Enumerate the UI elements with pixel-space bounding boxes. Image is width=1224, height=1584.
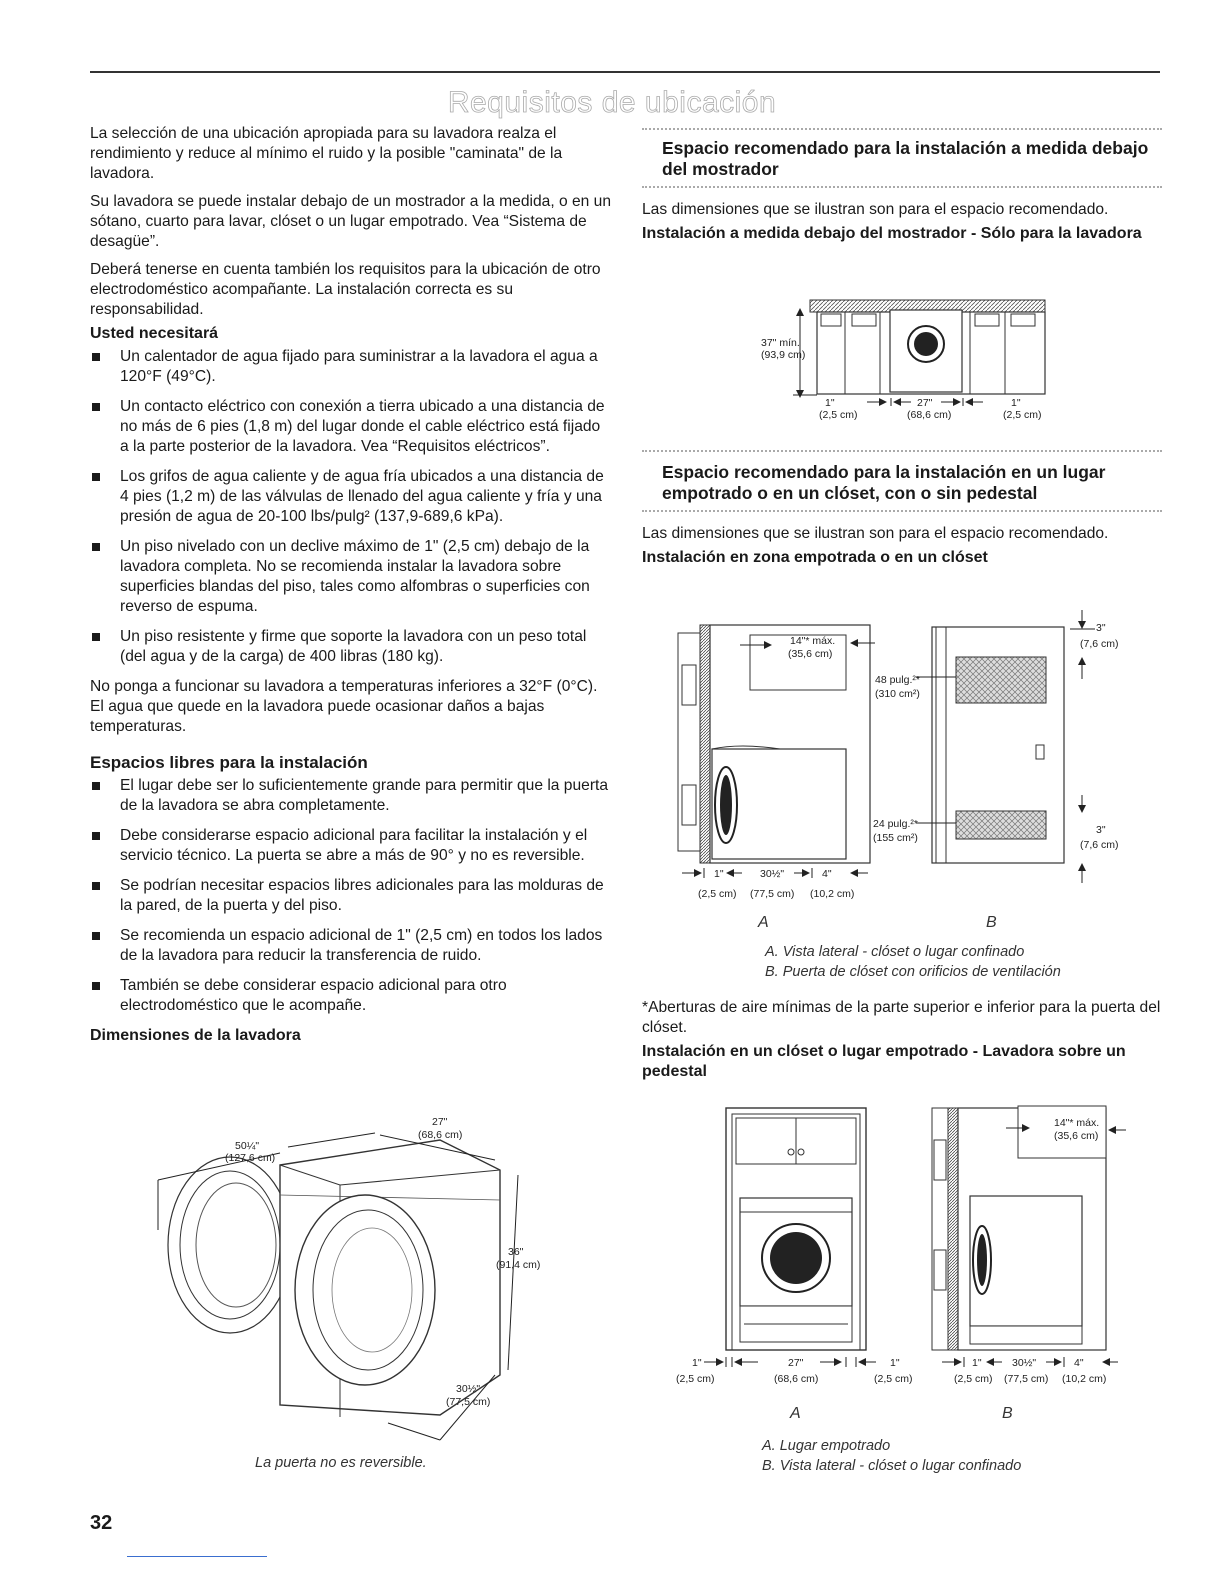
needs-heading: Usted necesitará [90, 325, 219, 342]
top-vent-area-cm: (310 cm²) [875, 688, 920, 700]
rear-gap-inches: 4" [1074, 1357, 1084, 1369]
top-rule [90, 71, 1160, 73]
depth-cm: (127,6 cm) [225, 1152, 276, 1164]
pedestal-subheading: Instalación en un clóset o lugar empotrado - Lavadora sobre un pedestal [642, 1043, 1126, 1080]
right-gap-inches: 1" [1011, 397, 1021, 409]
rear-gap-cm: (10,2 cm) [810, 888, 855, 900]
intro-paragraph-2: Su lavadora se puede instalar debajo de un mostrador a la medida, o en un sótano, cuarto para lavar, clóset o un lugar empotrado. Vea “Sistema de desagüe”. [90, 193, 612, 250]
figure-label-b: B [1002, 1405, 1013, 1422]
section-divider [642, 128, 1162, 130]
washer-width-cm: (68,6 cm) [907, 409, 952, 421]
top-gap-cm: (7,6 cm) [1080, 638, 1119, 650]
needs-list [90, 347, 612, 667]
washer-depth-inches: 30½" [1012, 1357, 1037, 1369]
bottom-vent-area: 24 pulg.²* [873, 818, 918, 830]
shelf-cm: (35,6 cm) [1054, 1130, 1099, 1142]
width-inches: 27" [432, 1116, 448, 1128]
washer-depth-cm: (77,5 cm) [750, 888, 795, 900]
left-gap-cm: (2,5 cm) [819, 409, 858, 421]
top-vent-area: 48 pulg.²* [875, 674, 920, 686]
bottom-vent-area-cm: (155 cm²) [873, 832, 918, 844]
side-cm: (77,5 cm) [446, 1396, 491, 1408]
undercounter-figure [755, 294, 1055, 434]
figure-label-b: B [986, 914, 997, 931]
side-gap-inches: 1" [972, 1357, 982, 1369]
pedestal-caption-b: B. Vista lateral - clóset o lugar confinado [762, 1458, 1022, 1474]
list-item: Un contacto eléctrico con conexión a tierra ubicado a una distancia de no más de 6 pies (1,8 m) del lugar donde el cable eléctrico está fijado a la parte posterior de la lavadora. Vea “Requisitos eléctricos”. [90, 397, 612, 457]
figure-label-a: A [790, 1405, 801, 1422]
closet-caption-b: B. Puerta de clóset con orificios de ventilación [765, 964, 1061, 980]
side-gap-inches: 1" [714, 868, 724, 880]
bottom-gap-inches: 3" [1096, 824, 1106, 836]
footer-rule [127, 1556, 267, 1557]
pedestal-figure [670, 1100, 1130, 1430]
left-column [90, 124, 612, 1049]
right-gap-cm: (2,5 cm) [1003, 409, 1042, 421]
shelf-inches: 14"* máx. [790, 635, 836, 647]
recess-washer-width-inches: 27" [788, 1357, 804, 1369]
section-heading-closet: Espacio recomendado para la instalación en un lugar empotrado o en un clóset, con o sin pedestal [662, 462, 1106, 503]
list-item: Se podrían necesitar espacios libres adicionales para las molduras de la pared, de la puerta y del piso. [90, 876, 612, 916]
intro-paragraph-3: Deberá tenerse en cuenta también los requisitos para la ubicación de otro electrodoméstico acompañante. La instalación correcta es su responsabilidad. [90, 261, 601, 318]
left-gap-inches: 1" [825, 397, 835, 409]
closet-subheading: Instalación en zona empotrada o en un clóset [642, 549, 988, 566]
washer-depth-inches: 30½" [760, 868, 785, 880]
intro-paragraph-1: La selección de una ubicación apropiada para su lavadora realza el rendimiento y reduce al mínimo el ruido y la posible "caminata" de la lavadora. [90, 125, 563, 182]
recess-right-gap-cm: (2,5 cm) [874, 1373, 913, 1385]
undercounter-subheading: Instalación a medida debajo del mostrador - Sólo para la lavadora [642, 225, 1142, 242]
height-inches: 36" [508, 1246, 524, 1258]
rear-gap-inches: 4" [822, 868, 832, 880]
shelf-cm: (35,6 cm) [788, 648, 833, 660]
list-item: Un piso resistente y firme que soporte la lavadora con un peso total (del agua y de la carga) de 400 libras (180 kg). [90, 627, 612, 667]
list-item: Debe considerarse espacio adicional para facilitar la instalación y el servicio técnico. La puerta se abre a más de 90° y no es reversible. [90, 826, 612, 866]
closet-caption-a: A. Vista lateral - clóset o lugar confinado [765, 944, 1025, 960]
list-item: Se recomienda un espacio adicional de 1" (2,5 cm) en todos los lados de la lavadora para reducir la transferencia de ruido. [90, 926, 612, 966]
height-cm: (93,9 cm) [761, 349, 806, 361]
recess-left-gap-inches: 1" [692, 1357, 702, 1369]
list-item: El lugar debe ser lo suficientemente grande para permitir que la puerta de la lavadora se abra completamente. [90, 776, 612, 816]
page-number: 32 [90, 1512, 113, 1534]
undercounter-text: Las dimensiones que se ilustran son para el espacio recomendado. [642, 201, 1109, 218]
section-divider [642, 450, 1162, 452]
washer-dimensions-figure [140, 1105, 600, 1445]
side-gap-cm: (2,5 cm) [954, 1373, 993, 1385]
washer-width-inches: 27" [917, 397, 933, 409]
top-gap-inches: 3" [1096, 622, 1106, 634]
closet-text: Las dimensiones que se ilustran son para el espacio recomendado. [642, 525, 1109, 542]
page-title: Requisitos de ubicación [447, 86, 777, 119]
dimensions-heading: Dimensiones de la lavadora [90, 1027, 301, 1044]
height-inches: 37" mín. [761, 337, 800, 349]
section-divider [642, 186, 1162, 188]
recess-washer-width-cm: (68,6 cm) [774, 1373, 819, 1385]
list-item: Los grifos de agua caliente y de agua fría ubicados a una distancia de 4 pies (1,2 m) de las válvulas de llenado del agua caliente y fría y una presión de agua de 20-100 lbs/pulg² (137,9-689,6 kPa). [90, 467, 612, 527]
right-column [642, 128, 1162, 247]
figure-label-a: A [758, 914, 769, 931]
rear-gap-cm: (10,2 cm) [1062, 1373, 1107, 1385]
bottom-gap-cm: (7,6 cm) [1080, 839, 1119, 851]
clearance-list [90, 776, 612, 1016]
pedestal-caption-a: A. Lugar empotrado [762, 1438, 891, 1454]
width-cm: (68,6 cm) [418, 1129, 463, 1141]
clearance-heading: Espacios libres para la instalación [90, 753, 368, 772]
pedestal-section [642, 998, 1162, 1085]
side-gap-cm: (2,5 cm) [698, 888, 737, 900]
height-cm: (91,4 cm) [496, 1259, 541, 1271]
recess-right-gap-inches: 1" [890, 1357, 900, 1369]
dimensions-caption: La puerta no es reversible. [255, 1455, 427, 1471]
side-inches: 30½" [456, 1383, 481, 1395]
depth-inches: 50¼" [235, 1140, 260, 1152]
shelf-inches: 14"* máx. [1054, 1117, 1100, 1129]
section-divider [642, 510, 1162, 512]
closet-figure [670, 605, 1130, 935]
list-item: Un piso nivelado con un declive máximo de 1" (2,5 cm) debajo de la lavadora completa. No se recomienda instalar la lavadora sobre superficies blandas del piso, tales como alfombras o superficies con reverso de espuma. [90, 537, 612, 617]
footnote: *Aberturas de aire mínimas de la parte superior e inferior para la puerta del clóset. [642, 999, 1161, 1036]
list-item: También se debe considerar espacio adicional para otro electrodoméstico que le acompañe. [90, 976, 612, 1016]
list-item: Un calentador de agua fijado para suministrar a la lavadora el agua a 120°F (49°C). [90, 347, 612, 387]
closet-section [642, 450, 1162, 571]
temperature-note: No ponga a funcionar su lavadora a temperaturas inferiores a 32°F (0°C). El agua que quede en la lavadora puede ocasionar daños a bajas temperaturas. [90, 678, 598, 735]
section-heading-undercounter: Espacio recomendado para la instalación a medida debajo del mostrador [662, 138, 1149, 179]
recess-left-gap-cm: (2,5 cm) [676, 1373, 715, 1385]
washer-depth-cm: (77,5 cm) [1004, 1373, 1049, 1385]
